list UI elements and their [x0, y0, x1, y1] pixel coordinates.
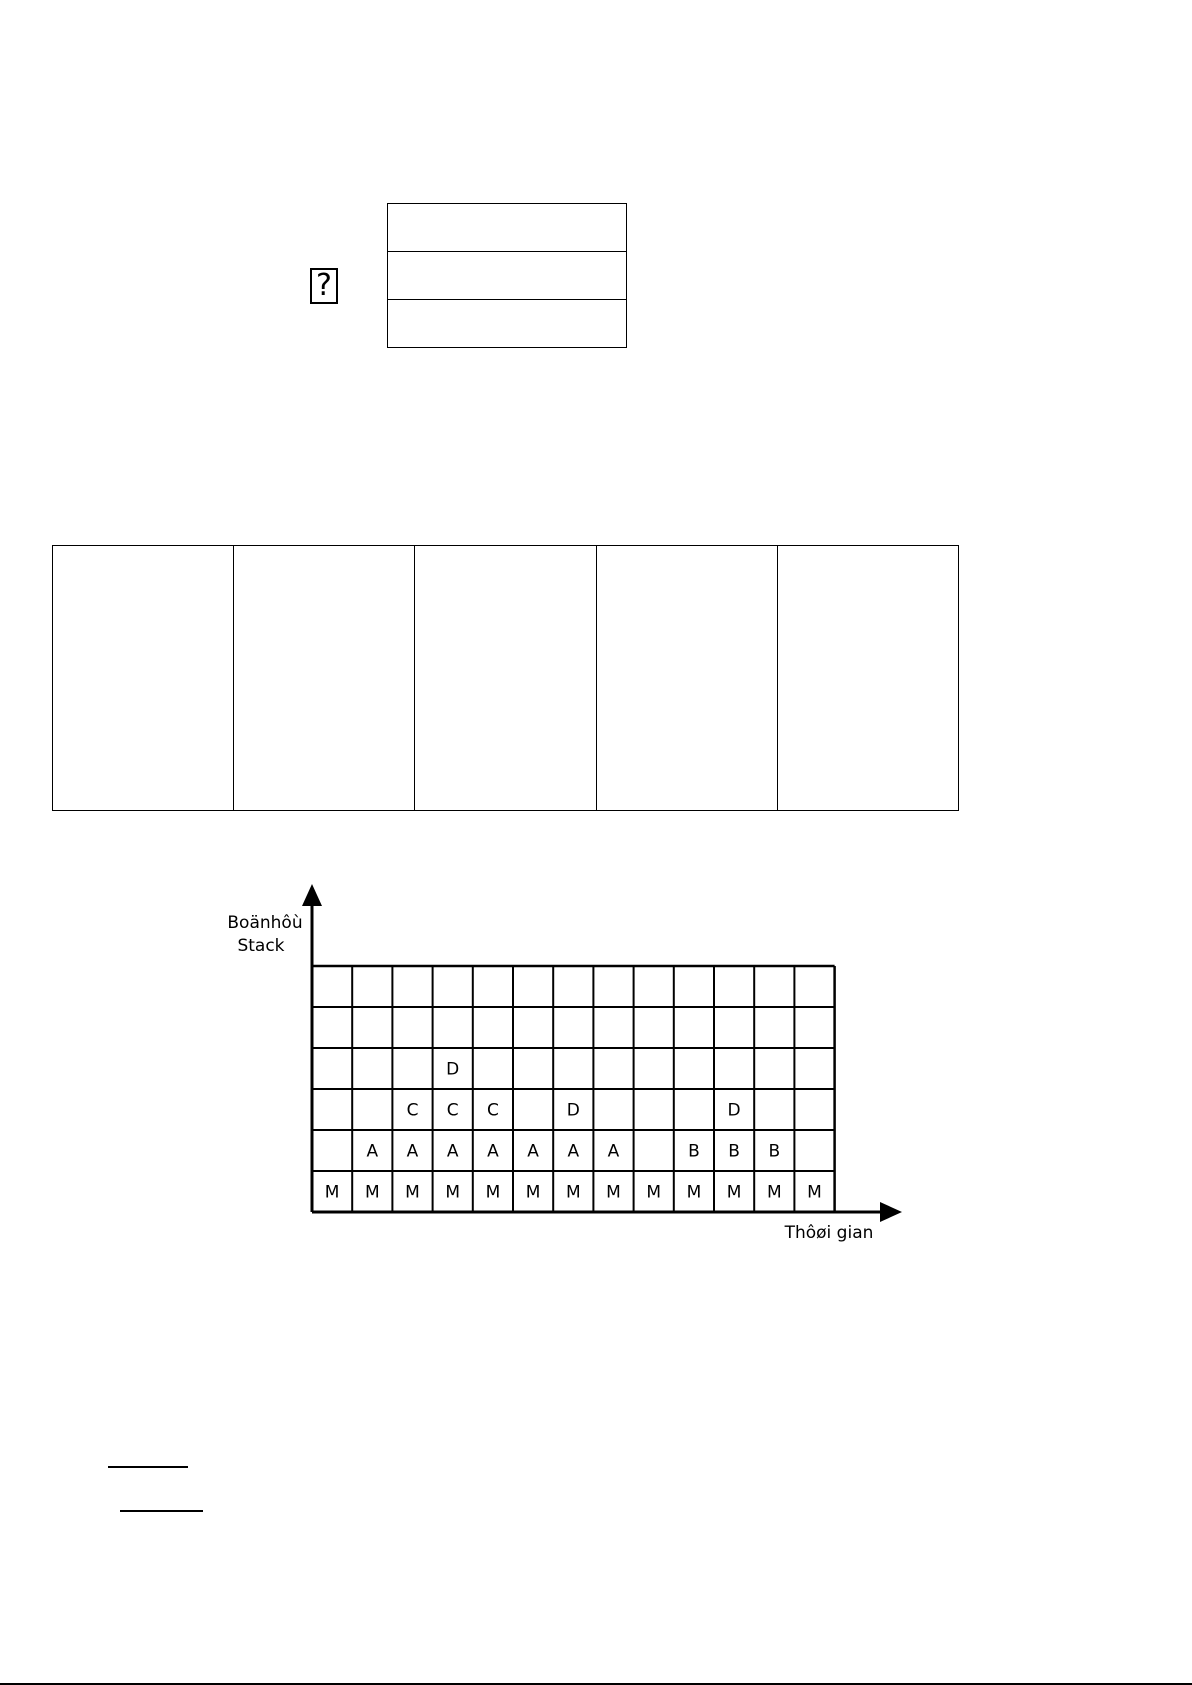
stack-cell-label: D [566, 1100, 580, 1121]
underline-rule [108, 1466, 188, 1468]
x-axis-arrow-icon [880, 1202, 902, 1222]
stack-cell-label: C [446, 1100, 459, 1121]
stack-cell-label: C [406, 1100, 419, 1121]
stack-cell-label: A [527, 1141, 539, 1162]
empty-box-row [388, 204, 626, 252]
empty-table-column [53, 546, 234, 810]
stack-grid [312, 966, 835, 1212]
stack-cell-label: A [567, 1141, 580, 1162]
stack-cell-label: D [727, 1100, 741, 1121]
x-axis-label: Thôøi gian [784, 1223, 874, 1243]
stack-cell-label: A [607, 1141, 620, 1162]
empty-table-column [415, 546, 596, 810]
stack-cell-label: M [807, 1182, 822, 1203]
stack-diagram [0, 870, 1192, 1250]
stack-cell-label: A [446, 1141, 459, 1162]
stack-cell-label: M [686, 1182, 702, 1203]
y-axis-label-line1: Boänhôù [227, 913, 303, 933]
question-mark-icon: ? [310, 268, 338, 304]
stack-cell-label: M [364, 1182, 380, 1203]
stack-cell-label: M [726, 1182, 742, 1203]
underline-rule [120, 1510, 203, 1512]
stack-cell-label: B [768, 1141, 781, 1162]
stack-cell-label: M [766, 1182, 782, 1203]
empty-table [52, 545, 959, 811]
stack-cell-label: M [606, 1182, 621, 1203]
y-axis-arrow-icon [302, 884, 322, 906]
stack-cell-label: M [565, 1182, 581, 1203]
stack-cell-label: M [405, 1182, 420, 1203]
stack-cell-label: C [486, 1100, 499, 1121]
stack-cell-label: A [406, 1141, 419, 1162]
empty-table-column [597, 546, 778, 810]
stack-cell-label: M [485, 1182, 501, 1203]
stack-cell-label: A [366, 1141, 379, 1162]
stack-cell-label: D [446, 1059, 460, 1080]
empty-box-row [388, 252, 626, 300]
stack-cell-label: B [688, 1141, 700, 1162]
empty-table-column [778, 546, 958, 810]
empty-box-row [388, 300, 626, 348]
stack-cell-label: M [646, 1182, 662, 1203]
y-axis-label-line2: Stack [237, 936, 285, 956]
stack-cell-label: B [728, 1141, 740, 1162]
empty-box [387, 203, 627, 348]
stack-cell-label: A [487, 1141, 499, 1162]
empty-table-column [234, 546, 415, 810]
stack-cell-label: M [525, 1182, 541, 1203]
stack-cell-label: M [445, 1182, 461, 1203]
stack-cell-label: M [324, 1182, 340, 1203]
